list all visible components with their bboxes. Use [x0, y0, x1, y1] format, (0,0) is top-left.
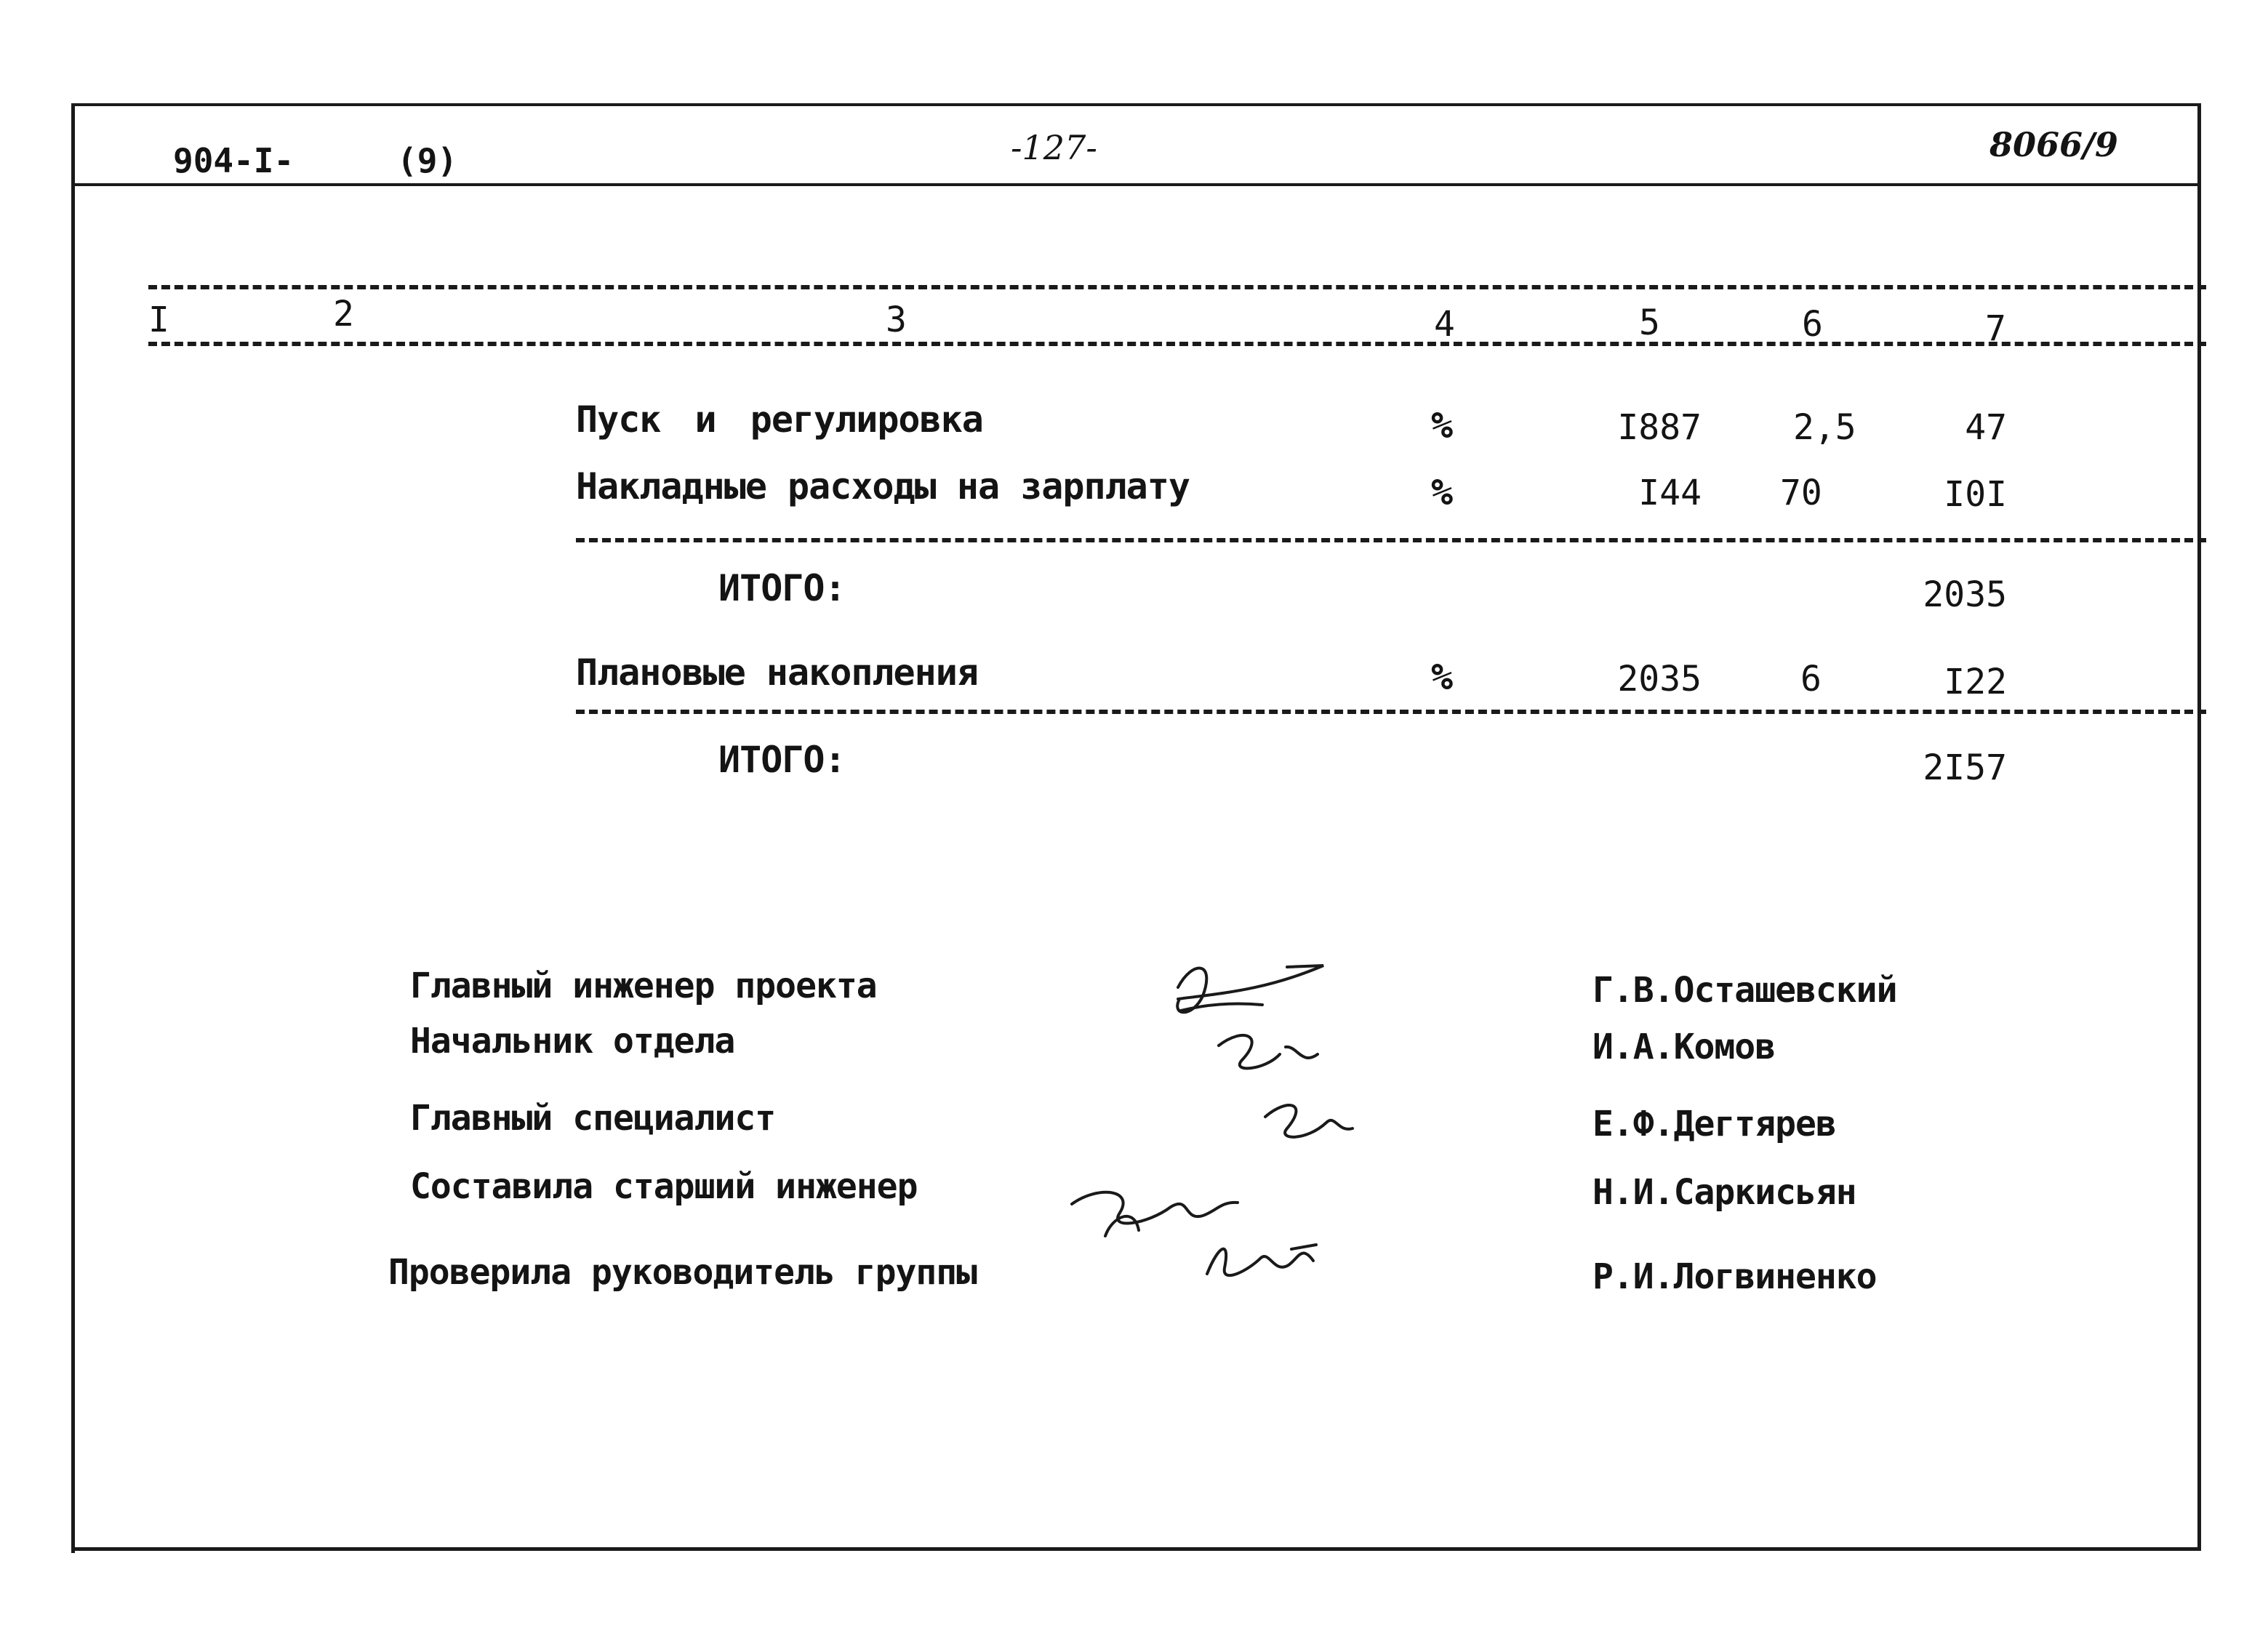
- header-divider: [71, 183, 2201, 186]
- subtotal-label: ИТОГО:: [718, 567, 846, 609]
- row-amount: 47: [1965, 407, 2007, 448]
- frame-top-border: [71, 103, 2201, 106]
- row-base: I44: [1638, 473, 1702, 513]
- inventory-number: 8066/9: [1989, 125, 2118, 164]
- signatory-role: Начальник отдела: [410, 1021, 735, 1062]
- subtotal-amount: 2035: [1923, 574, 2007, 615]
- signatory-role: Проверила руководитель группы: [388, 1252, 977, 1293]
- total-label: ИТОГО:: [718, 739, 846, 781]
- signatory-name: Р.И.Логвиненко: [1592, 1256, 1877, 1297]
- doc-code: 904-I-: [173, 141, 294, 180]
- signatory-role: Главный инженер проекта: [410, 966, 877, 1006]
- signatory-name: И.А.Комов: [1592, 1027, 1776, 1067]
- total-amount: 2I57: [1923, 747, 2007, 788]
- row-unit: %: [1431, 404, 1453, 446]
- column-band-bottom-rule: [148, 342, 2206, 346]
- row-base: I887: [1617, 407, 1702, 448]
- total-rule: [576, 710, 2206, 714]
- signatory-role: Главный специалист: [410, 1098, 776, 1139]
- row-name: Пуск и регулировка: [576, 398, 983, 441]
- row-name: Накладные расходы на зарплату: [576, 465, 1190, 507]
- row-rate: 70: [1780, 473, 1822, 513]
- signatory-role: Составила старший инженер: [410, 1166, 918, 1207]
- sheet-number: (9): [397, 141, 458, 180]
- column-number-7: 7: [1985, 308, 2006, 349]
- page-number: -127-: [1011, 128, 1097, 167]
- signatory-name: Е.Ф.Дегтярев: [1592, 1104, 1836, 1144]
- row-amount: I22: [1944, 662, 2007, 702]
- column-band-top-rule: [148, 285, 2206, 289]
- row-amount: I0I: [1944, 474, 2007, 515]
- column-number-2: 2: [333, 294, 354, 334]
- signatory-name: Г.В.Осташевский: [1592, 970, 1897, 1011]
- column-number-5: 5: [1639, 302, 1660, 343]
- row-name: Плановые накопления: [576, 651, 978, 694]
- frame-left-border: [71, 106, 75, 1553]
- signature-scribbles: [1047, 945, 1454, 1294]
- row-rate: 6: [1800, 659, 1822, 699]
- subtotal-rule: [576, 538, 2206, 542]
- row-unit: %: [1431, 656, 1453, 698]
- frame-bottom-border: [71, 1547, 2201, 1551]
- column-number-3: 3: [886, 300, 907, 340]
- column-number-6: 6: [1802, 304, 1823, 345]
- row-unit: %: [1431, 471, 1453, 513]
- column-number-4: 4: [1434, 304, 1455, 345]
- frame-right-border: [2197, 103, 2201, 1550]
- column-number-1: I: [148, 300, 169, 340]
- row-rate: 2,5: [1793, 407, 1856, 448]
- signatory-name: Н.И.Саркисьян: [1592, 1172, 1856, 1213]
- row-base: 2035: [1617, 659, 1702, 699]
